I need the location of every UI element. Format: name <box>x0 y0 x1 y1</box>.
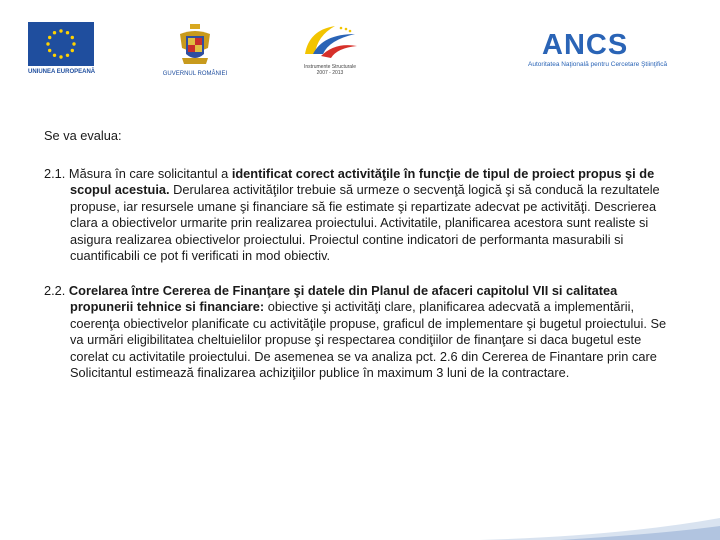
ancs-logo-icon: ANCS <box>542 29 629 61</box>
eu-star <box>66 31 69 34</box>
government-logo <box>160 24 230 77</box>
eu-logo <box>28 22 98 75</box>
header-logos <box>0 0 720 90</box>
eu-star <box>66 54 69 57</box>
ancs-logo <box>528 30 693 68</box>
structural-instruments-logo <box>285 22 375 76</box>
eu-star <box>71 49 74 52</box>
criterion-lead: Măsura în care solicitantul a <box>68 165 232 181</box>
eu-star <box>48 49 51 52</box>
intro-text: Se va evalua: <box>44 128 122 143</box>
eu-caption: UNIUNEA EUROPEANĂ <box>28 69 96 75</box>
inst-caption-2: 2007 - 2013 <box>316 70 344 76</box>
ancs-caption: Autoritatea Naţională pentru Cercetare Ştiinţifică <box>528 61 668 68</box>
inst-caption-1: Instrumente Structurale <box>304 64 356 70</box>
eu-star <box>72 42 75 45</box>
eu-star <box>53 31 56 34</box>
criterion-rest: obiective şi activităţi clare, planificarea adecvată a implementării, coerenţa obiectivelor planificate cu activităţile propuse, graficul de implementare şi bugetul proiectului. Se va urmări eligibilitatea cheltuielilor propuse şi respectarea condiţiilor de finanţare si daca bugetul este corelat cu activitatile proiectului. De asemenea se va analiza pct. 2.6 din Cererea de Finantare prin care Solicitantul estimează finalizarea achiziţiilor publice în maximum 3 luni de la contractare. <box>70 299 667 380</box>
eu-star <box>53 54 56 57</box>
eu-flag-icon <box>28 22 94 66</box>
criterion-2-2 <box>44 283 680 382</box>
criterion-number: 2.1. <box>44 165 66 181</box>
structural-instruments-logo-icon <box>299 22 361 64</box>
criterion-bold: Corelarea între Cererea de Finanţare şi datele din Planul de afaceri capitolul VII si calitatea propunerii tehnice si financiare: <box>68 282 618 314</box>
evaluation-content <box>44 128 680 400</box>
romania-coat-of-arms-icon <box>178 24 212 68</box>
criterion-bold: identificat corect activităţile în funcţie de tipul de proiect propus şi de scopul acestuia. <box>70 165 655 197</box>
criterion-2-1 <box>44 166 680 265</box>
corner-decoration <box>0 514 720 540</box>
gov-caption: GUVERNUL ROMÂNIEI <box>162 71 228 77</box>
eu-star <box>59 29 62 32</box>
criterion-number: 2.2. <box>44 282 66 298</box>
eu-star <box>48 36 51 39</box>
eu-star <box>71 36 74 39</box>
eu-star <box>46 42 49 45</box>
criterion-rest: Derularea activităţilor trebuie să urmeze o secvenţă logică şi să conducă la rezultatele propuse, iar resursele umane şi financiare să fie estimate şi repartizate adecvat pe activităţi. Descrierea clara a obiectivelor urmarite prin realizarea proiectului. Activitatile, planificarea acestora sunt realiste si asigura realizarea obiectivelor proiectului. Proiectul contine indicatori de performanta masurabili si cuantificabili ce pot fi verificati in mod obiectiv. <box>70 182 660 263</box>
eu-star <box>59 55 62 58</box>
